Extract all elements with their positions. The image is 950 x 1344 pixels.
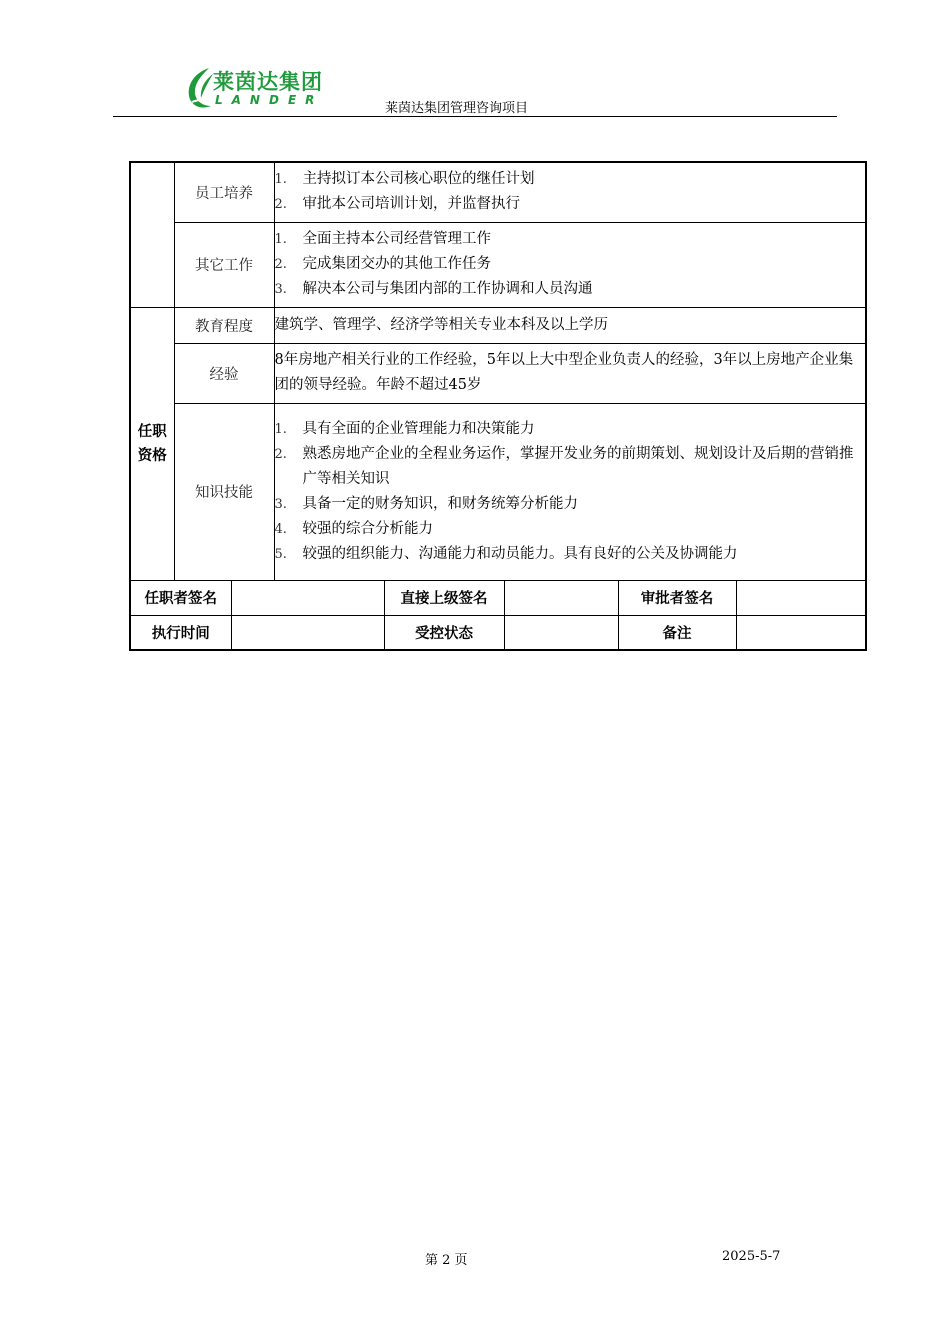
- supervisor-signature-label: 直接上级签名: [384, 580, 504, 615]
- control-status-field[interactable]: [504, 615, 618, 650]
- page-number: 第 2 页: [425, 1253, 468, 1268]
- skills-content: [274, 403, 866, 580]
- employee-signature-label: 任职者签名: [130, 580, 231, 615]
- list-item: 1. 主持拟订本公司核心职位的继任计划: [274, 171, 535, 188]
- logo-chinese-text: 莱茵达集团: [213, 70, 323, 94]
- list-item: 3. 解决本公司与集团内部的工作协调和人员沟通: [274, 281, 593, 297]
- skills-row: [130, 403, 866, 580]
- list-item: 3. 具备一定的财务知识，和财务统筹分析能力: [274, 495, 578, 512]
- duty-row-other: [130, 222, 866, 307]
- list-item: 4. 较强的综合分析能力: [274, 520, 433, 537]
- experience-value: 8年房地产相关行业的工作经验，5年以上大中型企业负责人的经验，3年以上房地产企业集团的领导经验。年龄不超过45岁: [274, 343, 866, 403]
- approver-signature-field[interactable]: [736, 580, 866, 615]
- list-item: 5. 较强的组织能力、沟通能力和动员能力。具有良好的公关及协调能力: [274, 545, 738, 562]
- list-item: 1. 全面主持本公司经营管理工作: [274, 231, 491, 247]
- list-item: 2. 熟悉房地产企业的全程业务运作，掌握开发业务的前期策划、规划设计及后期的营销推广等相关知识: [274, 445, 854, 487]
- control-status-label: 受控状态: [384, 615, 504, 650]
- experience-label: 经验: [174, 343, 274, 403]
- duty-label-other: 其它工作: [174, 222, 274, 307]
- qualification-category: 任职资格: [130, 307, 174, 580]
- skills-label: 知识技能: [174, 403, 274, 580]
- remarks-field[interactable]: [736, 615, 866, 650]
- duty-content-training: [274, 162, 866, 222]
- list-item: 1. 具有全面的企业管理能力和决策能力: [274, 420, 535, 437]
- list-item: 2. 审批本公司培训计划，并监督执行: [274, 196, 520, 213]
- remarks-label: 备注: [618, 615, 736, 650]
- job-description-table: [129, 161, 867, 651]
- execution-time-label: 执行时间: [130, 615, 231, 650]
- header-title: 莱茵达集团管理咨询项目: [385, 101, 529, 116]
- lander-logo: [183, 66, 333, 112]
- logo-english-text: LANDER: [215, 93, 324, 107]
- signature-row: [130, 580, 866, 615]
- approver-signature-label: 审批者签名: [618, 580, 736, 615]
- duty-category-cell: [130, 162, 174, 307]
- supervisor-signature-field[interactable]: [504, 580, 618, 615]
- execution-row: [130, 615, 866, 650]
- list-item: 2. 完成集团交办的其他工作任务: [274, 256, 491, 272]
- employee-signature-field[interactable]: [231, 580, 384, 615]
- experience-row: [130, 343, 866, 403]
- duty-label-training: 员工培养: [174, 162, 274, 222]
- duty-content-other: [274, 222, 866, 307]
- execution-time-field[interactable]: [231, 615, 384, 650]
- leaf-icon: [183, 66, 217, 112]
- education-value: 建筑学、管理学、经济学等相关专业本科及以上学历: [274, 307, 866, 343]
- duty-row-training: [130, 162, 866, 222]
- education-label: 教育程度: [174, 307, 274, 343]
- education-row: [130, 307, 866, 343]
- footer-date: 2025-5-7: [722, 1249, 781, 1264]
- page-header: [113, 60, 837, 117]
